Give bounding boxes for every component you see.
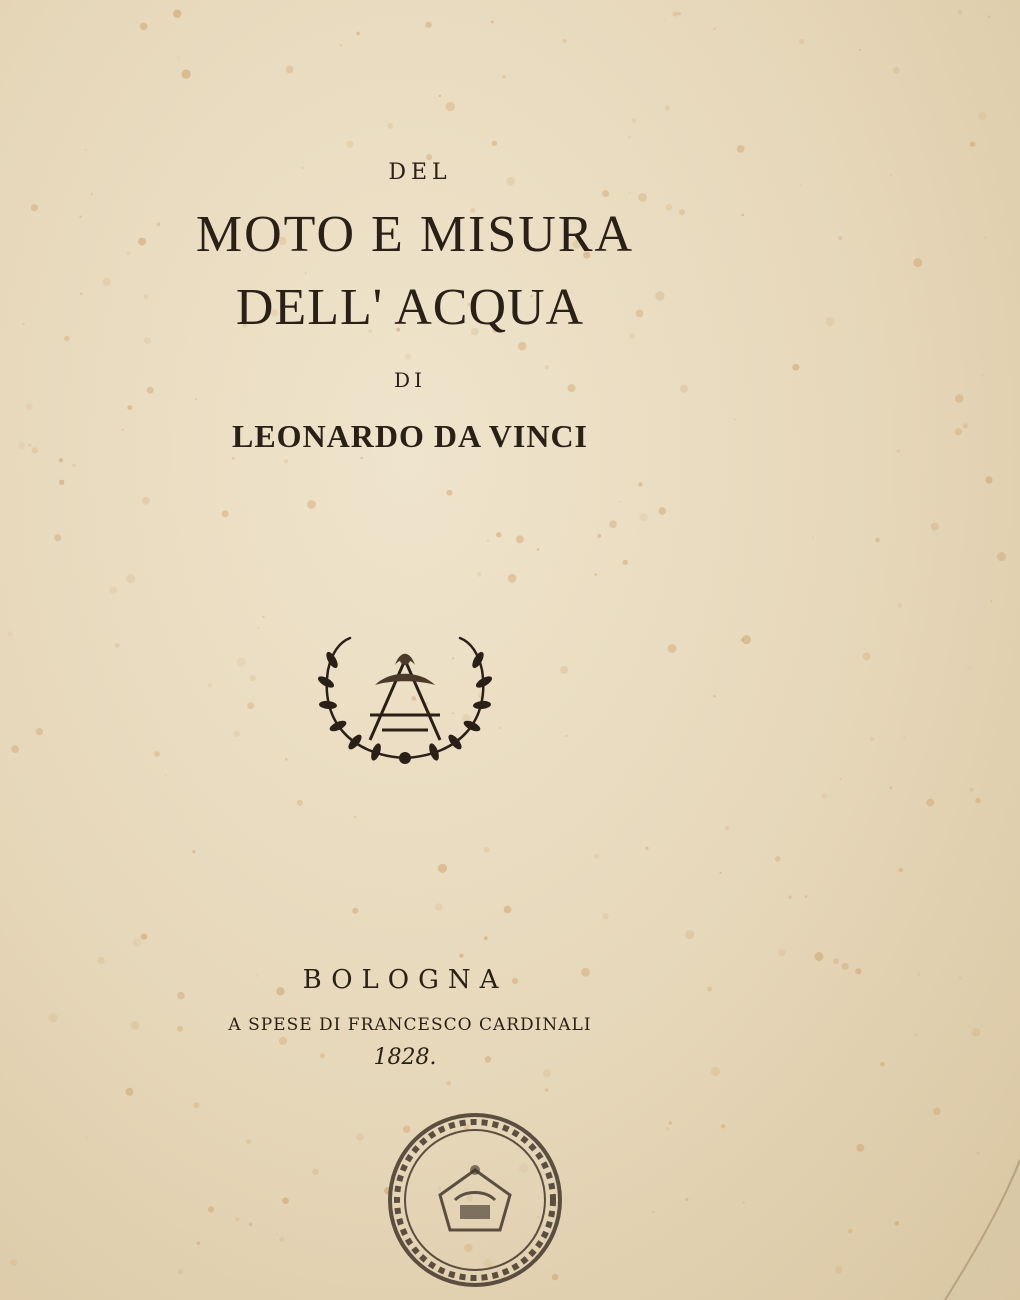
foxing-spot <box>789 896 792 899</box>
foxing-spot <box>140 23 148 31</box>
title-line-2: DELL' ACQUA <box>235 279 585 336</box>
foxing-spot <box>256 975 258 977</box>
foxing-spot <box>978 112 986 120</box>
foxing-spot <box>484 936 488 940</box>
foxing-spot <box>678 12 681 15</box>
foxing-spot <box>918 973 921 976</box>
foxing-spot <box>897 449 901 453</box>
foxing-spot <box>890 786 893 789</box>
foxing-spot <box>425 22 431 28</box>
foxing-spot <box>743 1202 745 1204</box>
foxing-spot <box>361 457 363 459</box>
foxing-spot <box>983 236 986 239</box>
foxing-spot <box>10 1259 17 1266</box>
foxing-spot <box>28 444 31 447</box>
foxing-spot <box>154 751 160 757</box>
foxing-spot <box>685 930 694 939</box>
foxing-spot <box>387 123 393 129</box>
foxing-spot <box>848 1229 853 1234</box>
foxing-spot <box>775 856 781 862</box>
foxing-spot <box>276 1233 278 1235</box>
foxing-spot <box>131 1021 140 1030</box>
foxing-spot <box>963 423 968 428</box>
foxing-spot <box>969 668 971 670</box>
foxing-spot <box>143 294 148 299</box>
foxing-spot <box>518 342 527 351</box>
foxing-spot <box>80 293 83 296</box>
imprint-year: 1828. <box>373 1045 437 1070</box>
foxing-spot <box>236 657 246 667</box>
foxing-spot <box>972 1028 981 1037</box>
foxing-spot <box>855 968 861 974</box>
foxing-spot <box>737 145 745 153</box>
foxing-spot <box>356 1133 364 1141</box>
foxing-spot <box>565 735 568 738</box>
page-corner-fold <box>900 1150 1020 1300</box>
foxing-spot <box>235 1217 239 1221</box>
foxing-spot <box>506 177 515 186</box>
foxing-spot <box>713 27 716 30</box>
foxing-spot <box>537 548 540 551</box>
foxing-spot <box>997 552 1006 561</box>
foxing-spot <box>609 520 617 528</box>
foxing-spot <box>652 1211 654 1213</box>
foxing-spot <box>629 192 631 194</box>
foxing-spot <box>958 10 962 14</box>
foxing-spot <box>680 385 688 393</box>
foxing-spot <box>36 728 43 735</box>
foxing-spot <box>826 317 835 326</box>
foxing-spot <box>805 895 807 897</box>
foxing-spot <box>880 1062 885 1067</box>
foxing-spot <box>990 600 992 602</box>
foxing-spot <box>720 872 722 874</box>
foxing-spot <box>477 572 482 577</box>
foxing-spot <box>863 653 871 661</box>
foxing-spot <box>109 587 117 595</box>
foxing-spot <box>734 419 736 421</box>
foxing-spot <box>685 1198 688 1201</box>
foxing-spot <box>545 365 549 369</box>
imprint-city: BOLOGNA <box>302 965 508 995</box>
foxing-spot <box>673 11 678 16</box>
preposition-del: DEL <box>388 160 452 185</box>
foxing-spot <box>234 731 240 737</box>
foxing-spot <box>405 354 411 360</box>
foxing-spot <box>459 954 463 958</box>
foxing-spot <box>639 513 647 521</box>
foxing-spot <box>721 1124 725 1128</box>
foxing-spot <box>915 1034 917 1036</box>
foxing-spot <box>439 95 441 97</box>
foxing-spot <box>812 536 814 538</box>
foxing-spot <box>178 1269 183 1274</box>
foxing-spot <box>59 458 63 462</box>
foxing-spot <box>192 850 195 853</box>
foxing-spot <box>833 958 839 964</box>
foxing-spot <box>72 464 75 467</box>
foxing-spot <box>619 501 621 503</box>
foxing-spot <box>142 497 150 505</box>
foxing-spot <box>492 141 497 146</box>
foxing-spot <box>279 1037 287 1045</box>
foxing-spot <box>815 952 824 961</box>
foxing-spot <box>895 1221 900 1226</box>
foxing-spot <box>487 540 489 542</box>
foxing-spot <box>835 1266 843 1274</box>
foxing-spot <box>508 574 517 583</box>
foxing-spot <box>903 737 905 739</box>
foxing-spot <box>64 336 70 342</box>
foxing-spot <box>711 1067 720 1076</box>
foxing-spot <box>26 403 33 410</box>
foxing-spot <box>838 236 842 240</box>
foxing-spot <box>742 214 745 217</box>
foxing-spot <box>125 1088 133 1096</box>
foxing-spot <box>792 364 799 371</box>
foxing-spot <box>707 986 712 991</box>
foxing-spot <box>48 1013 58 1023</box>
foxing-spot <box>636 310 644 318</box>
foxing-spot <box>799 39 804 44</box>
foxing-spot <box>491 21 494 24</box>
foxing-spot <box>249 1223 253 1227</box>
foxing-spot <box>669 1121 672 1124</box>
foxing-spot <box>11 745 19 753</box>
foxing-spot <box>899 868 903 872</box>
foxing-spot <box>446 1081 451 1086</box>
foxing-spot <box>496 532 501 537</box>
foxing-spot <box>285 758 288 761</box>
foxing-spot <box>54 534 61 541</box>
foxing-spot <box>59 480 64 485</box>
foxing-spot <box>208 1206 214 1212</box>
foxing-spot <box>32 447 38 453</box>
foxing-spot <box>246 1139 251 1144</box>
foxing-spot <box>484 847 490 853</box>
foxing-spot <box>8 631 13 636</box>
foxing-spot <box>840 778 842 780</box>
foxing-spot <box>177 992 185 1000</box>
foxing-spot <box>127 405 132 410</box>
preposition-di: DI <box>394 368 426 392</box>
foxing-spot <box>232 457 235 460</box>
foxing-spot <box>144 337 151 344</box>
foxing-spot <box>85 149 88 152</box>
foxing-spot <box>545 1088 549 1092</box>
foxing-spot <box>975 798 980 803</box>
foxing-spot <box>632 118 637 123</box>
foxing-spot <box>778 949 785 956</box>
foxing-spot <box>725 826 729 830</box>
foxing-spot <box>447 490 453 496</box>
foxing-spot <box>320 1053 325 1058</box>
foxing-spot <box>875 538 880 543</box>
foxing-spot <box>897 603 902 608</box>
title-line-1: MOTO E MISURA <box>195 206 635 263</box>
foxing-spot <box>347 141 354 148</box>
foxing-spot <box>628 136 630 138</box>
foxing-spot <box>356 32 360 36</box>
foxing-spot <box>305 272 307 274</box>
foxing-spot <box>208 683 212 687</box>
foxing-spot <box>560 666 568 674</box>
foxing-spot <box>799 183 802 186</box>
foxing-spot <box>352 908 358 914</box>
foxing-spot <box>302 167 305 170</box>
author-name: LEONARDO DA VINCI <box>231 418 588 454</box>
foxing-spot <box>893 67 900 74</box>
printer-emblem-icon <box>310 630 500 770</box>
foxing-spot <box>516 535 524 543</box>
foxing-spot <box>262 616 264 618</box>
foxing-spot <box>340 44 342 46</box>
foxing-spot <box>446 102 455 111</box>
foxing-spot <box>842 963 849 970</box>
foxing-spot <box>666 1127 669 1130</box>
foxing-spot <box>250 675 256 681</box>
foxing-spot <box>856 1144 864 1152</box>
foxing-spot <box>18 442 25 449</box>
foxing-spot <box>639 482 643 486</box>
foxing-spot <box>182 70 191 79</box>
foxing-spot <box>655 291 664 300</box>
foxing-spot <box>822 793 828 799</box>
foxing-spot <box>595 573 597 575</box>
foxing-spot <box>31 204 38 211</box>
foxing-spot <box>312 1169 318 1175</box>
foxing-spot <box>133 938 141 946</box>
foxing-spot <box>195 398 197 400</box>
foxing-spot <box>502 75 506 79</box>
foxing-spot <box>959 977 961 979</box>
foxing-spot <box>742 635 751 644</box>
foxing-spot <box>22 323 25 326</box>
foxing-spot <box>602 190 609 197</box>
foxing-spot <box>178 57 180 59</box>
foxing-spot <box>435 903 443 911</box>
foxing-spot <box>79 216 81 218</box>
foxing-spot <box>645 847 648 850</box>
foxing-spot <box>931 523 939 531</box>
foxing-spot <box>988 15 990 17</box>
foxing-spot <box>279 1237 284 1242</box>
foxing-spot <box>955 394 964 403</box>
foxing-spot <box>307 500 316 509</box>
foxing-spot <box>659 507 667 515</box>
foxing-spot <box>890 174 892 176</box>
foxing-spot <box>970 142 975 147</box>
foxing-spot <box>859 49 861 51</box>
foxing-spot <box>286 66 294 74</box>
foxing-spot <box>304 1287 306 1289</box>
foxing-spot <box>926 799 934 807</box>
foxing-spot <box>197 1242 200 1245</box>
foxing-spot <box>594 853 600 859</box>
foxing-spot <box>86 1137 88 1139</box>
foxing-spot <box>562 39 566 43</box>
foxing-spot <box>870 737 874 741</box>
foxing-spot <box>955 428 962 435</box>
foxing-spot <box>913 258 922 267</box>
library-stamp-icon <box>375 1100 575 1300</box>
foxing-spot <box>97 957 105 965</box>
foxing-spot <box>354 816 356 818</box>
foxing-spot <box>173 10 181 18</box>
foxing-spot <box>602 913 608 919</box>
foxing-spot <box>504 906 512 914</box>
foxing-spot <box>623 560 628 565</box>
foxing-spot <box>257 627 259 629</box>
foxing-spot <box>141 933 147 939</box>
foxing-spot <box>568 384 576 392</box>
imprint-publisher: A SPESE DI FRANCESCO CARDINALI <box>228 1015 592 1035</box>
foxing-spot <box>598 534 602 538</box>
foxing-spot <box>284 459 288 463</box>
foxing-spot <box>985 476 992 483</box>
foxing-spot <box>194 1103 200 1109</box>
foxing-spot <box>665 105 671 111</box>
foxing-spot <box>297 800 303 806</box>
foxing-spot <box>147 387 154 394</box>
foxing-spot <box>664 19 666 21</box>
foxing-spot <box>247 702 254 709</box>
foxing-spot <box>282 1197 289 1204</box>
foxing-spot <box>126 574 135 583</box>
foxing-spot <box>115 643 120 648</box>
foxing-spot <box>122 429 124 431</box>
foxing-spot <box>638 193 647 202</box>
foxing-spot <box>485 1056 491 1062</box>
foxing-spot <box>438 864 447 873</box>
foxing-spot <box>177 1026 183 1032</box>
foxing-spot <box>933 1108 941 1116</box>
foxing-spot <box>981 374 983 376</box>
foxing-spot <box>543 1069 551 1077</box>
foxing-spot <box>103 278 111 286</box>
foxing-spot <box>164 775 166 777</box>
foxing-spot <box>581 968 590 977</box>
foxing-spot <box>90 193 93 196</box>
foxing-spot <box>713 695 715 697</box>
foxing-spot <box>970 788 974 792</box>
foxing-spot <box>668 644 677 653</box>
foxing-spot <box>222 510 229 517</box>
foxing-spot <box>630 333 635 338</box>
